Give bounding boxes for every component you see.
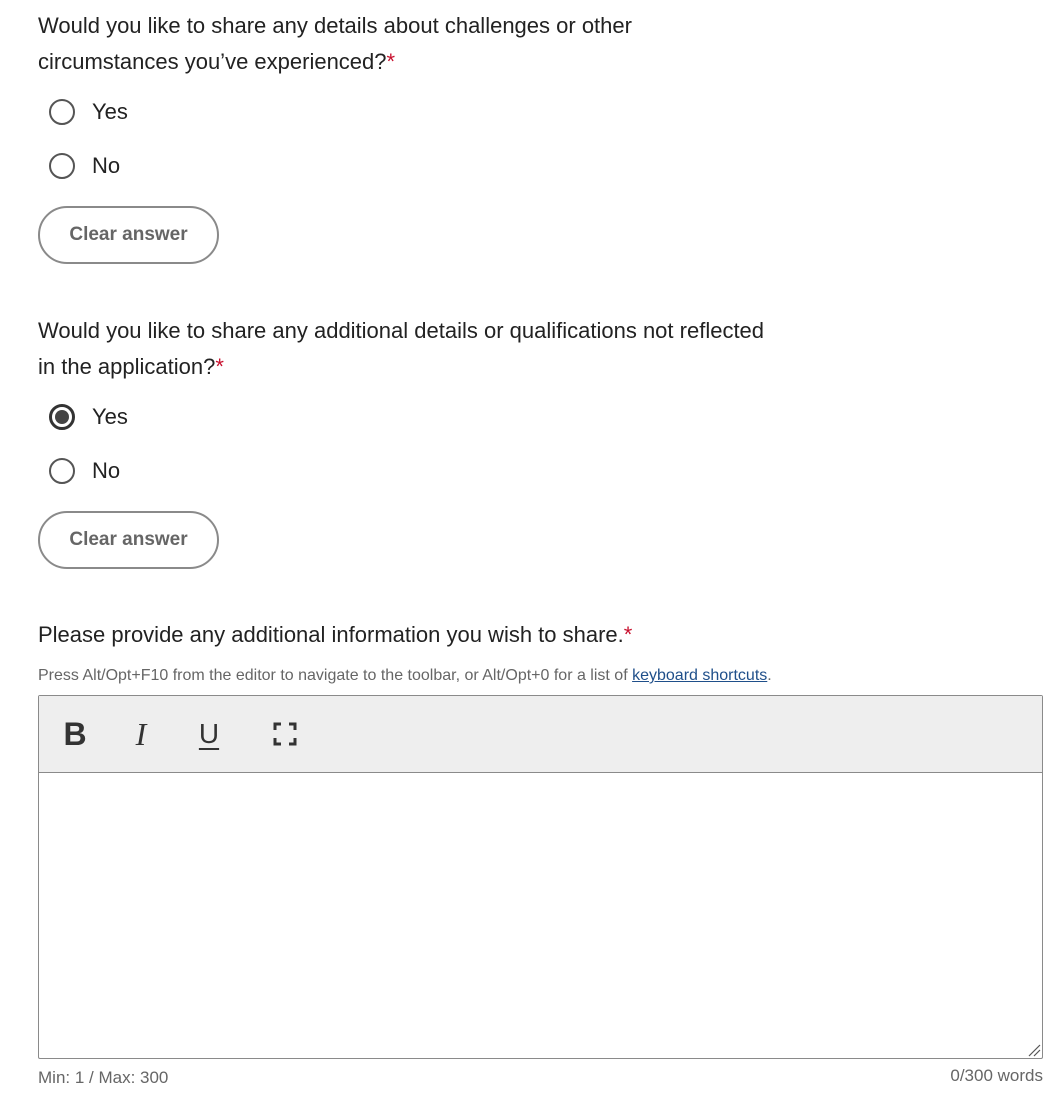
radio-label-no: No	[92, 153, 121, 178]
radio-label-no: No	[92, 458, 121, 483]
keyboard-shortcuts-link[interactable]: keyboard shortcuts	[632, 667, 768, 684]
required-marker: *	[386, 49, 396, 74]
fullscreen-button[interactable]	[263, 712, 307, 756]
question-1-option-yes[interactable]	[49, 96, 128, 128]
question-2-option-yes[interactable]	[49, 401, 128, 433]
fullscreen-icon	[273, 722, 297, 746]
clear-answer-button-2[interactable]: Clear answer	[38, 511, 219, 569]
radio-button-yes[interactable]	[49, 99, 75, 125]
word-limits: Min: 1 / Max: 300	[38, 1068, 169, 1087]
word-count: 0/300 words	[950, 1066, 1043, 1085]
underline-button[interactable]: U	[198, 718, 220, 749]
editor-toolbar	[39, 696, 1042, 773]
question-1-option-no[interactable]	[49, 150, 120, 182]
required-marker: *	[623, 622, 633, 647]
editor-hint: Press Alt/Opt+F10 from the editor to navigate to the toolbar, or Alt/Opt+0 for a list of keyboard shortcuts.	[38, 667, 772, 684]
radio-label-yes: Yes	[92, 99, 128, 124]
italic-button[interactable]: I	[135, 715, 147, 752]
bold-button[interactable]: B	[63, 715, 87, 752]
question-2-option-no[interactable]	[49, 455, 120, 487]
question-3-text: Please provide any additional information you wish to share.*	[38, 622, 633, 647]
radio-button-no[interactable]	[49, 153, 75, 179]
question-2-text: Would you like to share any additional details or qualifications not reflected in the application?*	[38, 318, 765, 379]
question-1-text: Would you like to share any details about challenges or other circumstances you’ve experienced?*	[38, 13, 632, 74]
radio-label-yes: Yes	[92, 404, 128, 429]
rich-text-editor	[38, 695, 1043, 1059]
required-marker: *	[215, 354, 224, 379]
editor-text-area[interactable]	[39, 773, 1042, 1058]
radio-button-no[interactable]	[49, 458, 75, 484]
resize-handle-icon[interactable]	[1027, 1043, 1041, 1057]
clear-answer-button-1[interactable]: Clear answer	[38, 206, 219, 264]
radio-button-yes-selected[interactable]	[49, 404, 75, 430]
